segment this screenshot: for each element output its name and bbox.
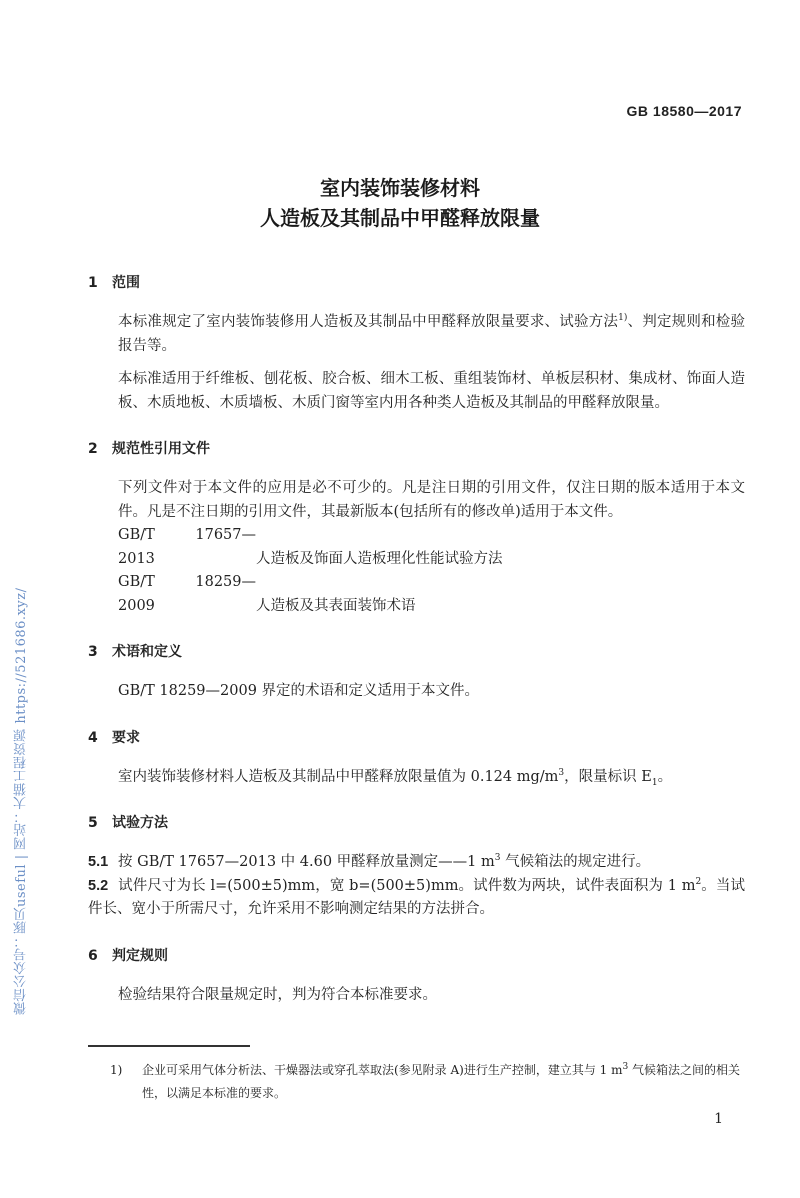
subscript: 1	[651, 777, 658, 788]
clause-number: 5.1	[88, 854, 109, 870]
reference-code: GB/T 17657—2013	[118, 527, 256, 567]
reference-code: GB/T 18259—2009	[118, 574, 256, 614]
section-4-body	[88, 766, 745, 790]
section-title: 范围	[112, 275, 140, 291]
para-text: 、判定规则和检验报告等。	[118, 314, 746, 354]
superscript: 3	[622, 1062, 629, 1072]
clause-text: 气候箱法的规定进行。	[500, 854, 651, 870]
footnote-ref[interactable]: 1)	[618, 313, 628, 324]
section-title: 要求	[112, 729, 140, 746]
para-text: ，限量标识 E	[564, 768, 652, 785]
section-title: 术语和定义	[112, 644, 182, 660]
footnote-text: 企业可采用气体分析法、干燥器法或穿孔萃取法(参见附录 A)进行生产控制，建立其与 1 m	[142, 1063, 623, 1077]
section-1-para-2: 本标准适用于纤维板、刨花板、胶合板、细木工板、重组装饰材、单板层积材、集成材、饰面人造板、木质地板、木质墙板、木质门窗等室内用各种类人造板及其制品的甲醛释放限量。	[118, 371, 745, 411]
section-3-para: GB/T 18259—2009 界定的术语和定义适用于本文件。	[118, 683, 480, 699]
normative-reference	[88, 571, 745, 618]
clause-text: 试件尺寸为长 l=(500±5)mm，宽 b=(500±5)mm。试件数为两块，试件表面积为 1 m	[118, 877, 696, 894]
section-1-para-1	[88, 311, 745, 415]
clause-5-2	[88, 875, 745, 922]
clause-number: 5.2	[88, 877, 109, 894]
section-number: 2	[88, 441, 98, 457]
section-1-heading	[88, 273, 745, 293]
section-number: 4	[88, 729, 98, 746]
page-number: 1	[714, 1111, 723, 1127]
clause-text: 。当试件长、宽小于所需尺寸，允许采用不影响测定结果的方法拼合。	[88, 877, 746, 917]
section-3-body	[88, 680, 745, 704]
section-3-heading	[88, 642, 745, 662]
section-number: 6	[88, 947, 98, 964]
section-5-body	[88, 851, 745, 922]
clause-5-1	[88, 851, 745, 875]
section-6-heading	[88, 946, 745, 966]
section-title: 规范性引用文件	[112, 441, 210, 457]
normative-reference	[88, 524, 745, 571]
title-line-2: 人造板及其制品中甲醛释放限量	[260, 206, 540, 230]
reference-name: 人造板及饰面人造板理化性能试验方法	[256, 550, 503, 567]
section-6-body	[88, 984, 745, 1008]
superscript: 3	[494, 853, 501, 864]
section-number: 3	[88, 644, 98, 660]
section-2-body	[88, 477, 745, 618]
para-text: 室内装饰装修材料人造板及其制品中甲醛释放限量值为 0.124 mg/m	[118, 768, 559, 785]
para-text: 本标准规定了室内装饰装修用人造板及其制品中甲醛释放限量要求、试验方法	[118, 314, 619, 330]
section-number: 5	[88, 815, 98, 831]
section-4-heading	[88, 728, 745, 748]
para-text: 。	[657, 768, 673, 785]
section-number: 1	[88, 275, 98, 291]
footnote-text: 气候箱法之间的相关性，以满足本标准的要求。	[142, 1063, 741, 1100]
watermark: 微信公众号：豚贝useful | 网站：大猫工程资源 https://521686.xyz/	[14, 587, 29, 1015]
reference-name: 人造板及其表面装饰术语	[256, 597, 416, 614]
standard-number: GB 18580—2017	[626, 103, 742, 119]
section-title: 判定规则	[112, 947, 168, 964]
title-line-1: 室内装饰装修材料	[320, 176, 480, 200]
superscript: 3	[558, 767, 565, 778]
footnote-mark: 1)	[110, 1063, 123, 1077]
section-2-para: 下列文件对于本文件的应用是必不可少的。凡是注日期的引用文件，仅注日期的版本适用于本文件。凡是不注日期的引用文件，其最新版本(包括所有的修改单)适用于本文件。	[118, 480, 745, 520]
footnote	[110, 1059, 745, 1105]
clause-text: 按 GB/T 17657—2013 中 4.60 甲醛释放量测定——1 m	[118, 854, 495, 870]
superscript: 2	[695, 876, 702, 887]
footnote-divider	[88, 1045, 250, 1047]
page-content	[88, 101, 745, 1129]
section-6-para: 检验结果符合限量规定时，判为符合本标准要求。	[118, 986, 437, 1003]
section-5-heading	[88, 813, 745, 833]
section-title: 试验方法	[112, 815, 168, 831]
section-2-heading	[88, 439, 745, 459]
